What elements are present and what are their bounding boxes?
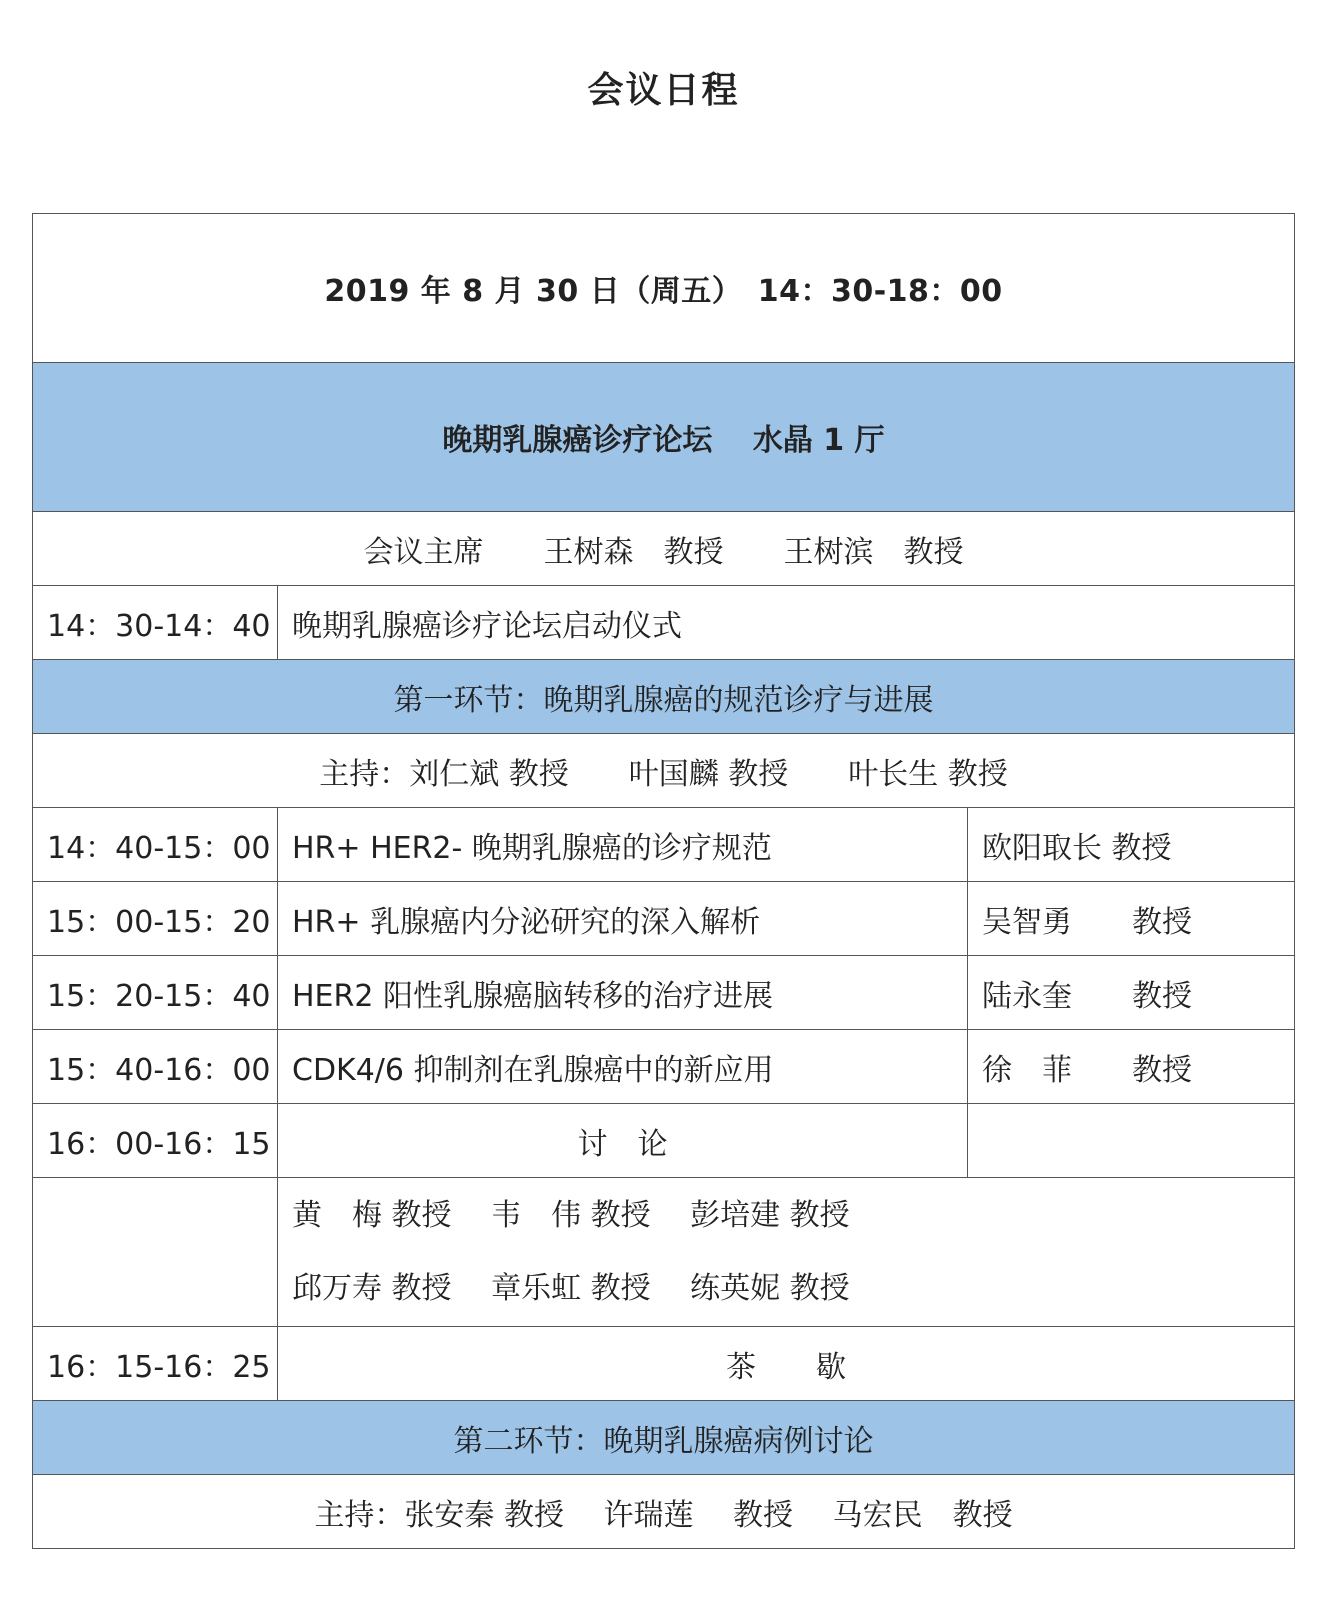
empty-cell [33, 1178, 278, 1327]
discussion-label: 讨 论 [278, 1104, 968, 1178]
table-row [33, 586, 1295, 660]
section-row [33, 1401, 1295, 1475]
panel-line: 黄 梅 教授 韦 伟 教授 彭培建 教授 [292, 1198, 850, 1233]
date-row [33, 214, 1295, 363]
section-title: 第一环节：晚期乳腺癌的规范诊疗与进展 [33, 660, 1295, 734]
speaker-cell: 徐 菲 教授 [968, 1030, 1295, 1104]
time-cell: 14：30-14：40 [33, 586, 278, 660]
topic-cell: HER2 阳性乳腺癌脑转移的治疗进展 [278, 956, 968, 1030]
chairs-text: 会议主席 王树森 教授 王树滨 教授 [33, 512, 1295, 586]
hosts-text: 主持：刘仁斌 教授 叶国麟 教授 叶长生 教授 [33, 734, 1295, 808]
speaker-cell: 欧阳取长 教授 [968, 808, 1295, 882]
time-cell: 16：00-16：15 [33, 1104, 278, 1178]
forum-row [33, 363, 1295, 512]
date-time-heading: 2019 年 8 月 30 日（周五） 14：30-18：00 [33, 214, 1295, 363]
time-cell: 15：20-15：40 [33, 956, 278, 1030]
table-row [33, 1327, 1295, 1401]
time-cell: 14：40-15：00 [33, 808, 278, 882]
chairs-row [33, 512, 1295, 586]
speaker-cell: 陆永奎 教授 [968, 956, 1295, 1030]
time-cell: 15：40-16：00 [33, 1030, 278, 1104]
schedule-table [32, 213, 1295, 1549]
section-row [33, 660, 1295, 734]
hosts-row [33, 1475, 1295, 1549]
panel-cell [278, 1178, 1295, 1327]
time-cell: 16：15-16：25 [33, 1327, 278, 1401]
topic-cell: 晚期乳腺癌诊疗论坛启动仪式 [278, 586, 1295, 660]
time-cell: 15：00-15：20 [33, 882, 278, 956]
section-title: 第二环节：晚期乳腺癌病例讨论 [33, 1401, 1295, 1475]
topic-cell: HR+ HER2- 晚期乳腺癌的诊疗规范 [278, 808, 968, 882]
table-row [33, 1030, 1295, 1104]
page-title: 会议日程 [587, 70, 740, 111]
break-label: 茶 歇 [278, 1327, 1295, 1401]
topic-cell: CDK4/6 抑制剂在乳腺癌中的新应用 [278, 1030, 968, 1104]
topic-cell: HR+ 乳腺癌内分泌研究的深入解析 [278, 882, 968, 956]
table-row [33, 882, 1295, 956]
hosts-row [33, 734, 1295, 808]
table-row [33, 956, 1295, 1030]
empty-cell [968, 1104, 1295, 1178]
forum-heading: 晚期乳腺癌诊疗论坛 水晶 1 厅 [33, 363, 1295, 512]
table-row [33, 808, 1295, 882]
table-row [33, 1104, 1295, 1178]
speaker-cell: 吴智勇 教授 [968, 882, 1295, 956]
panel-line: 邱万寿 教授 章乐虹 教授 练英妮 教授 [292, 1271, 850, 1306]
hosts-text: 主持：张安秦 教授 许瑞莲 教授 马宏民 教授 [33, 1475, 1295, 1549]
panel-row [33, 1178, 1295, 1327]
